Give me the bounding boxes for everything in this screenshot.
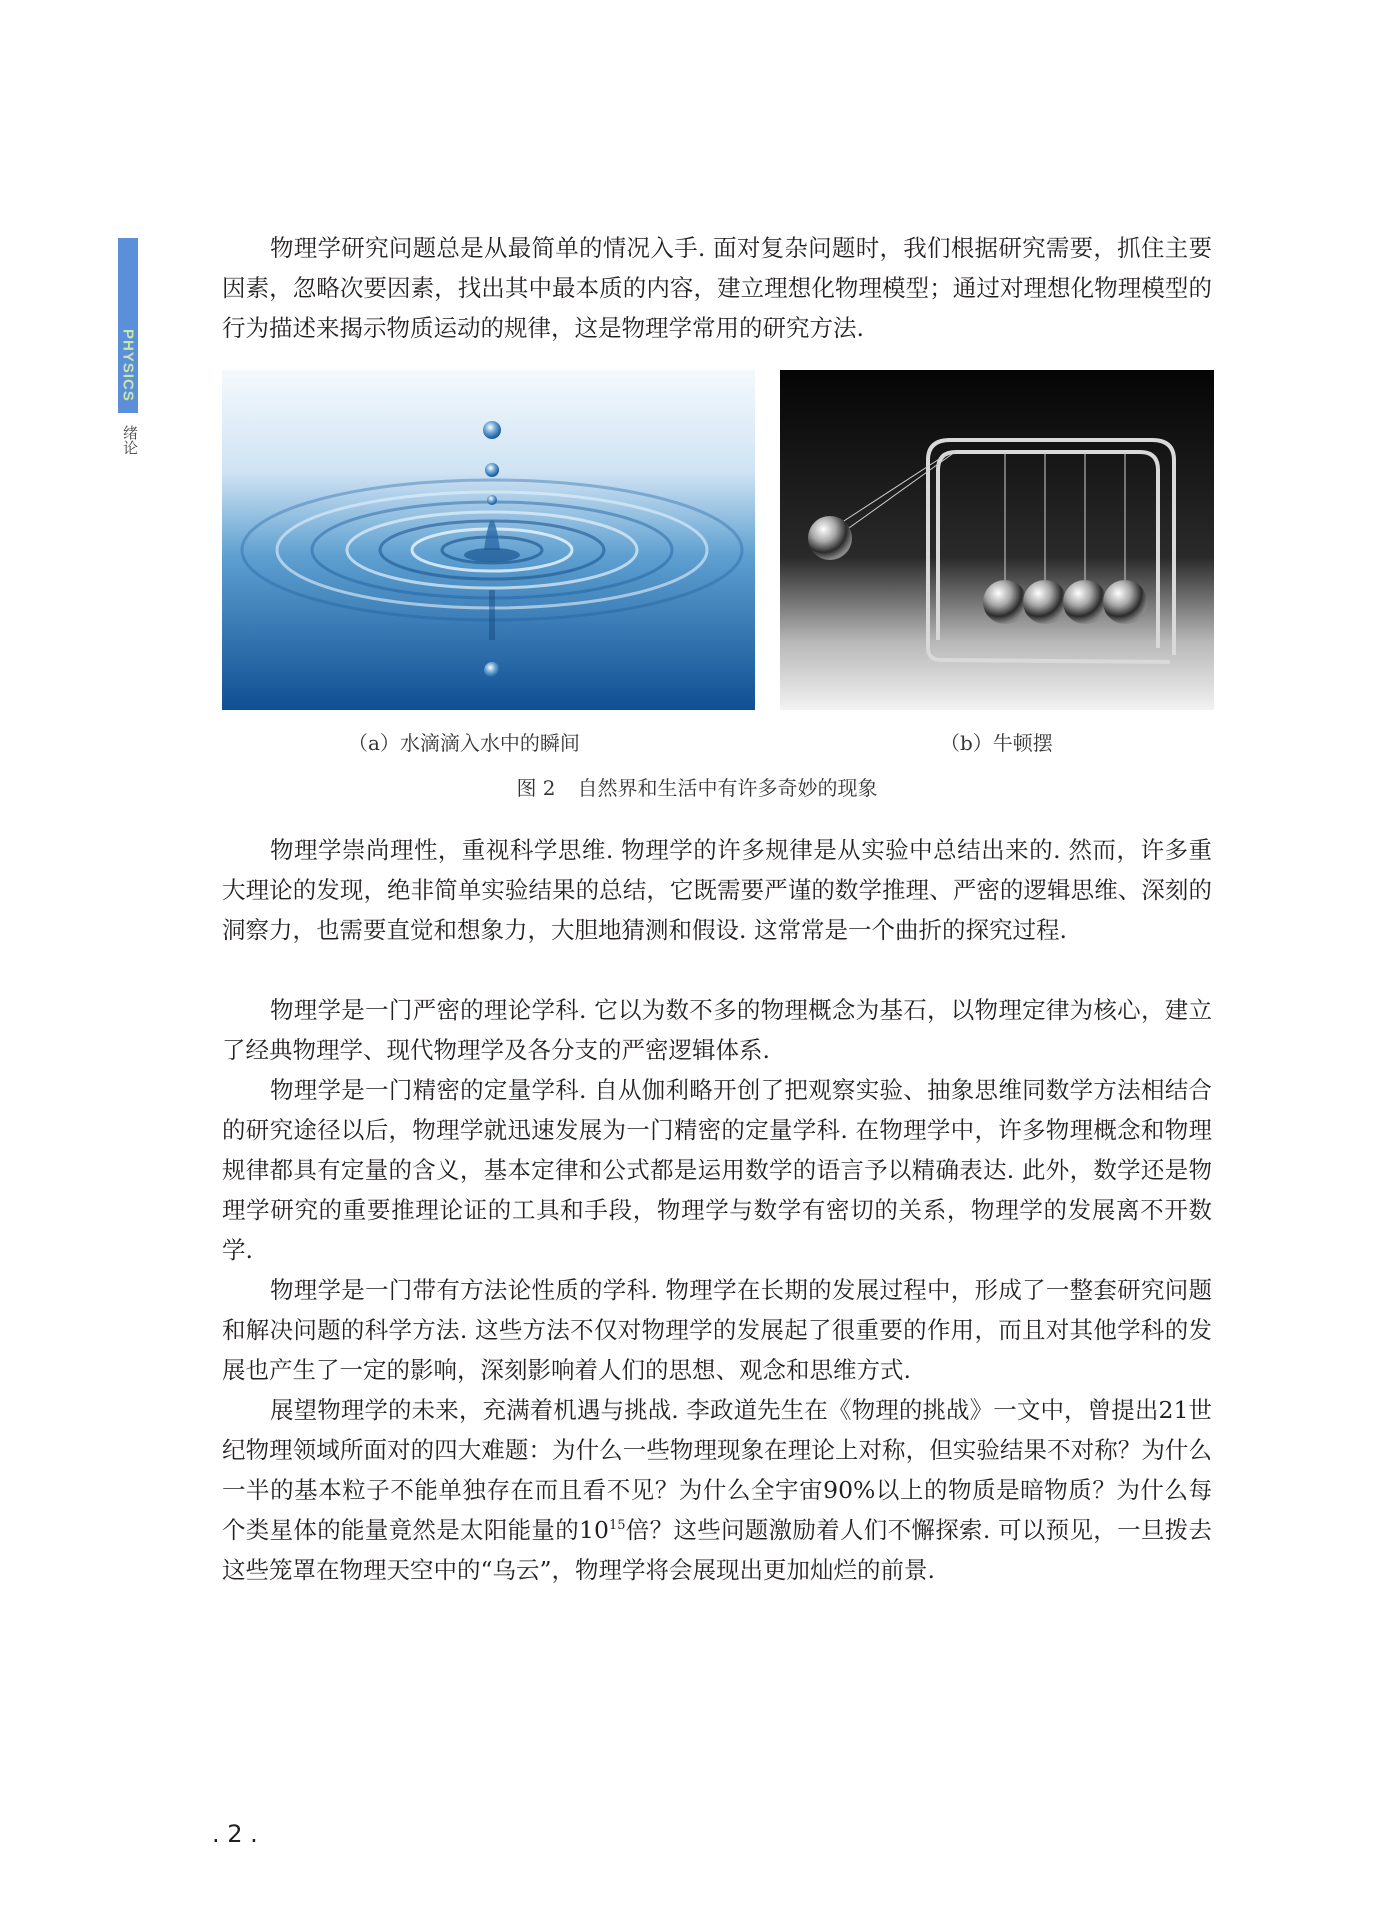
paragraph-1: 物理学研究问题总是从最简单的情况入手. 面对复杂问题时，我们根据研究需要，抓住主要因素，忽略次要因素，找出其中最本质的内容，建立理想化物理模型；通过对理想化物理模型的行为描述来揭示物质运动的规律，这是物理学常用的研究方法. bbox=[222, 234, 1212, 342]
paragraph-4: 物理学是一门精密的定量学科. 自从伽利略开创了把观察实验、抽象思维同数学方法相结合的研究途径以后，物理学就迅速发展为一门精密的定量学科. 在物理学中，许多物理概念和物理规律都具有定量的含义，基本定律和公式都是运用数学的语言予以精确表达. 此外，数学还是物理学研究的重要推理论证的工具和手段，物理学与数学有密切的关系，物理学的发展离不开数学. bbox=[222, 1076, 1212, 1264]
paragraph-6-part-1: 展望物理学的未来，充满着机遇与挑战. 李政道先生在《物理的挑战》一文中，曾提出21世纪物理领域所面对的四大难题：为什么一些物理现象在理论上对称，但实验结果不对称？为什么一半的基本粒子不能单独存在而且看不见？为什么全宇宙90%以上的物质是暗物质？为什么每个类星体的能量竟然是太阳能量的10 bbox=[222, 1396, 1212, 1544]
caption-a: （a）水滴滴入水中的瞬间 bbox=[348, 731, 580, 755]
chapter-label: 绪论 bbox=[121, 425, 139, 455]
subject-label: PHYSICS bbox=[119, 329, 137, 402]
water-drop-image bbox=[222, 370, 755, 710]
figure-caption bbox=[0, 772, 1394, 801]
caption-b: （b）牛顿摆 bbox=[940, 731, 1053, 755]
paragraph-3: 物理学是一门严密的理论学科. 它以为数不多的物理概念为基石，以物理定律为核心，建立了经典物理学、现代物理学及各分支的严密逻辑体系. bbox=[222, 996, 1212, 1064]
figure-water-drop bbox=[222, 370, 755, 710]
figure-title: 自然界和生活中有许多奇妙的现象 bbox=[577, 776, 878, 800]
paragraph-6 bbox=[222, 1390, 1212, 1590]
page-number: . 2 . bbox=[212, 1820, 258, 1848]
exponent: 15 bbox=[608, 1518, 626, 1534]
paragraph-5: 物理学是一门带有方法论性质的学科. 物理学在长期的发展过程中，形成了一整套研究问题和解决问题的科学方法. 这些方法不仅对物理学的发展起了很重要的作用，而且对其他学科的发展也产生了一定的影响，深刻影响着人们的思想、观念和思维方式. bbox=[222, 1276, 1212, 1384]
figure-number: 图 2 bbox=[516, 776, 556, 800]
side-tab-label bbox=[118, 318, 138, 413]
figure-newtons-cradle bbox=[780, 370, 1214, 710]
paragraph-2: 物理学崇尚理性，重视科学思维. 物理学的许多规律是从实验中总结出来的. 然而，许多重大理论的发现，绝非简单实验结果的总结，它既需要严谨的数学推理、严密的逻辑思维、深刻的洞察力，也需要直觉和想象力，大胆地猜测和假设. 这常常是一个曲折的探究过程. bbox=[222, 836, 1212, 944]
newtons-cradle-image bbox=[780, 370, 1214, 710]
paragraph-6-part-2: 倍？这些问题激励着人们不懈探索. 可以预见，一旦拨去这些笼罩在物理天空中的“乌云”，物理学将会展现出更加灿烂的前景. bbox=[222, 1516, 1212, 1584]
